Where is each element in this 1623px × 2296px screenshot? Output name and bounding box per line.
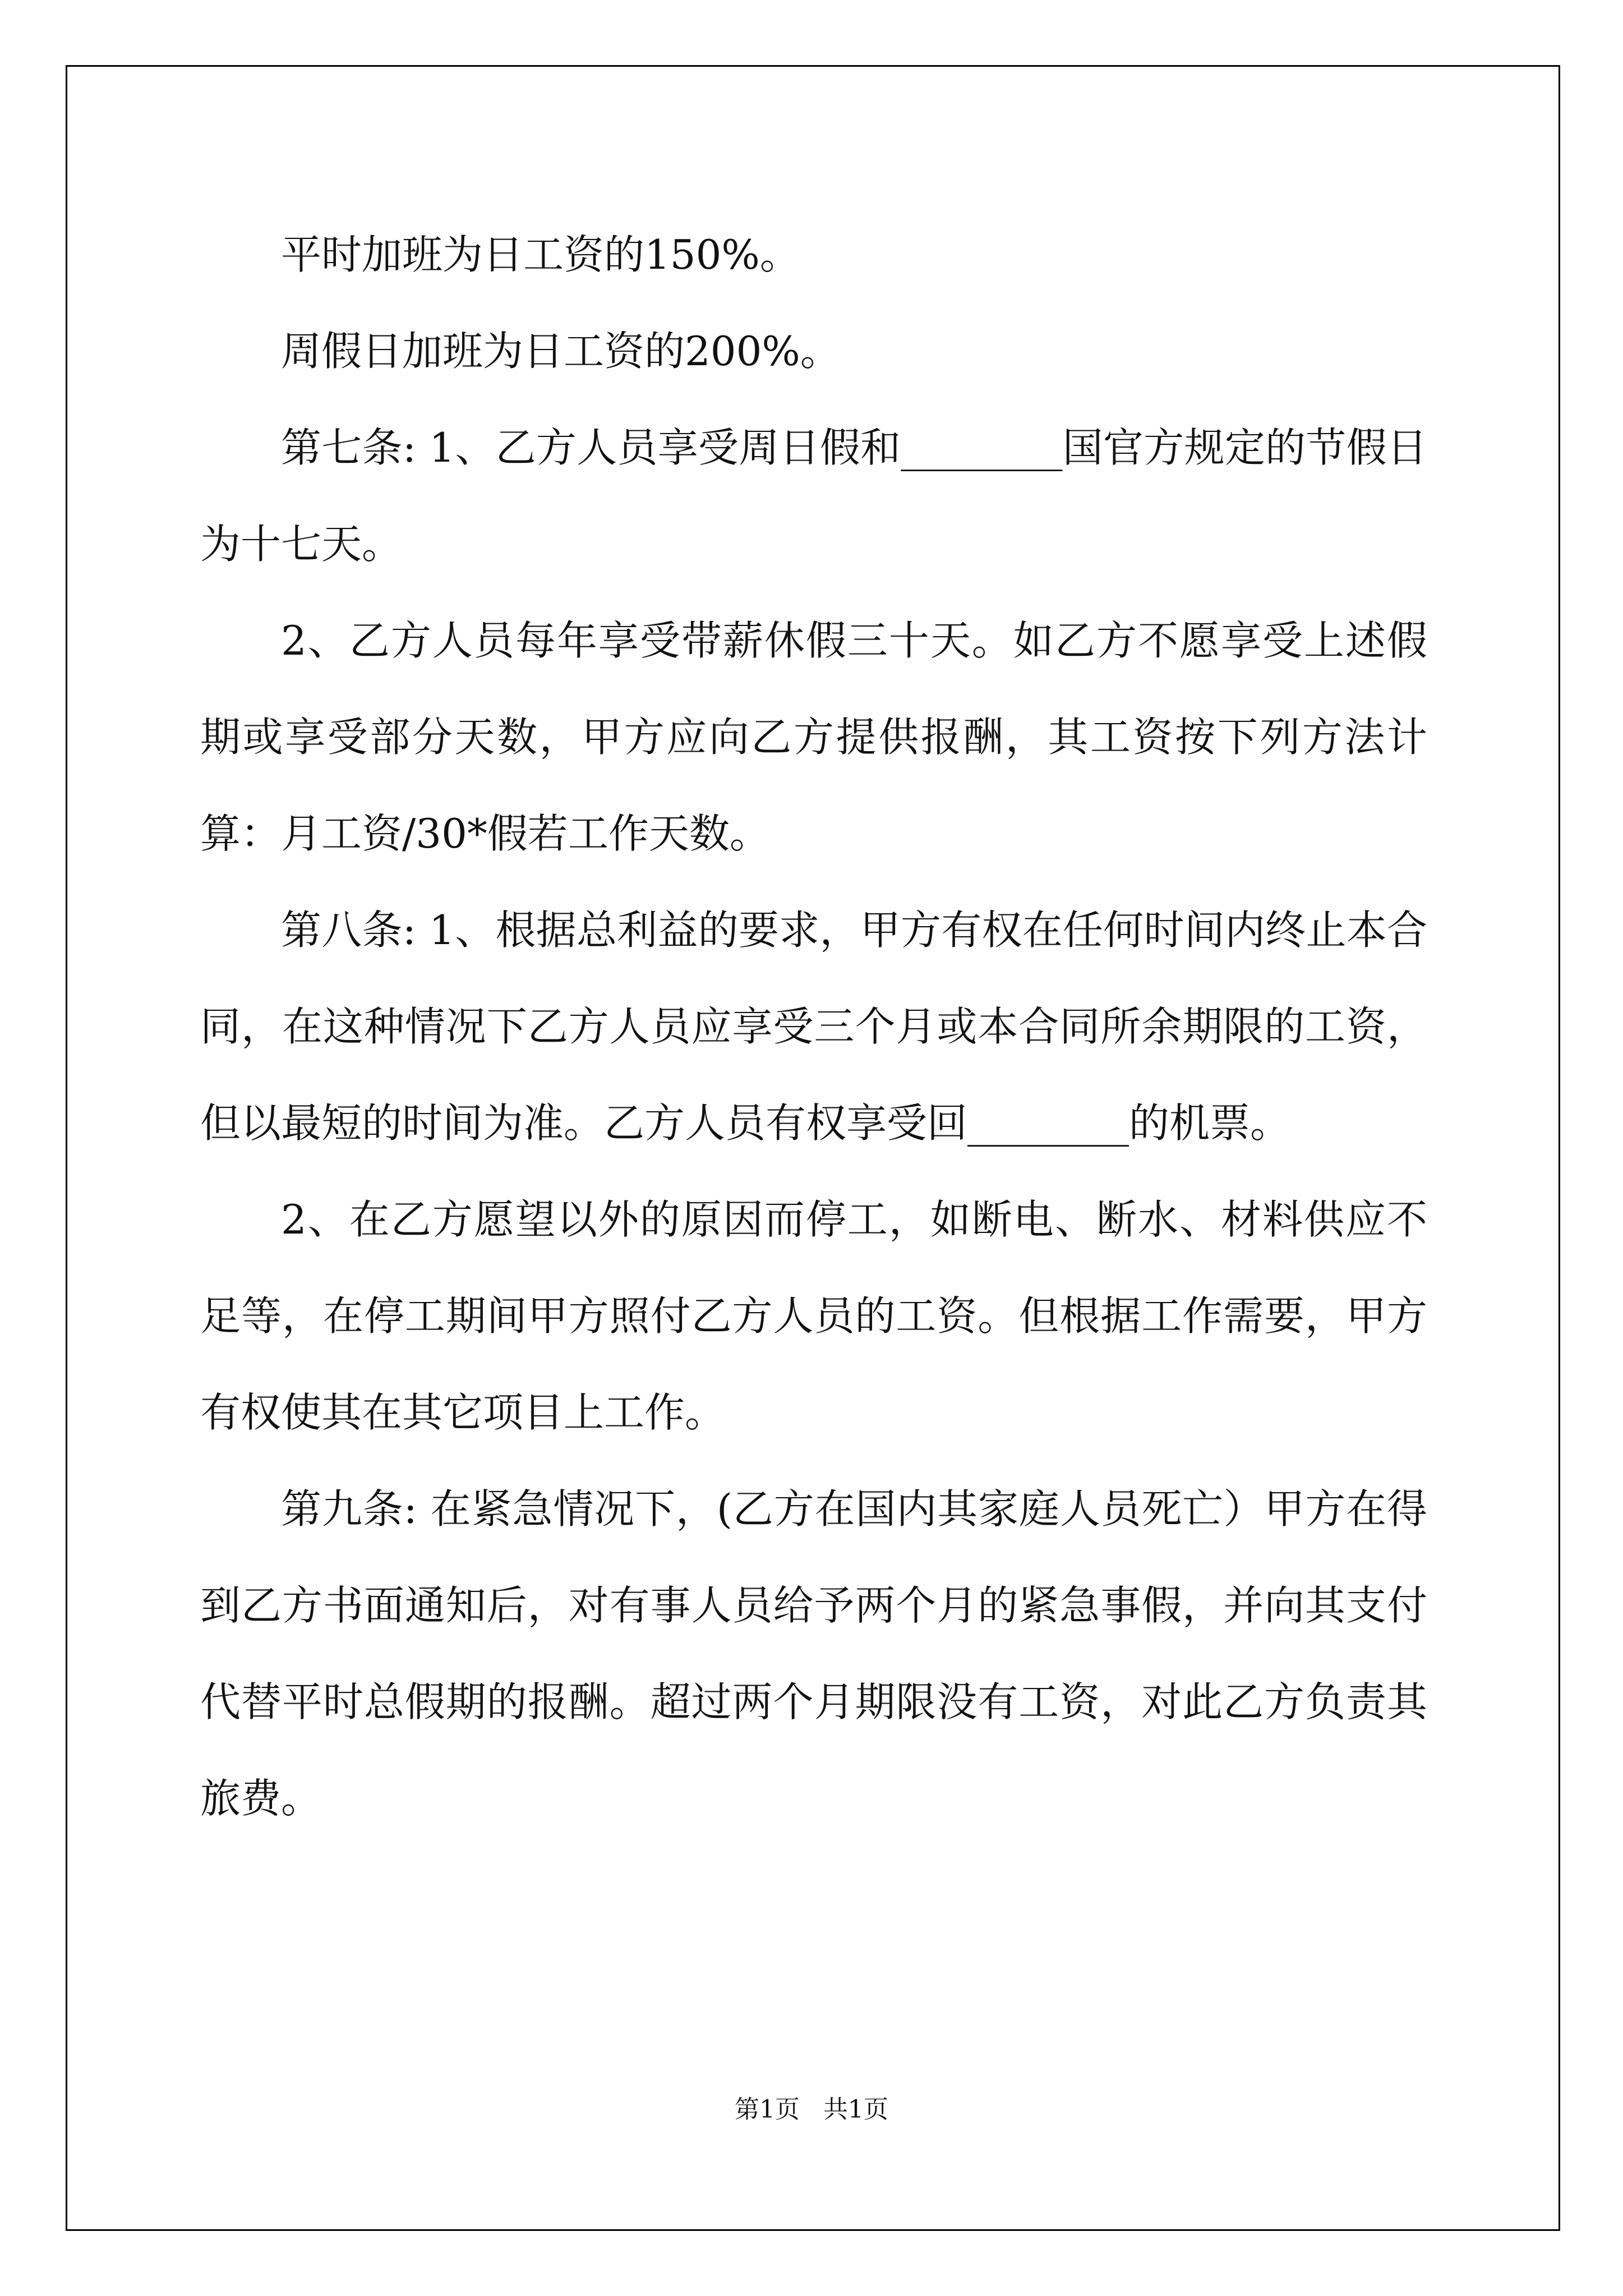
paragraph-article-9: 第九条: 在紧急情况下，(乙方在国内其家庭人员死亡）甲方在得到乙方书面通知后，对有事人员给予两个月的紧急事假，并向其支付代替平时总假期的报酬。超过两个月期限没有工资，对此乙方负责其旅费。	[200, 1485, 1427, 1822]
document-body	[200, 206, 1427, 1847]
paragraph-article-8-clause-1: 第八条: 1、根据总利益的要求，甲方有权在任何时间内终止本合同，在这种情况下乙方人员应享受三个月或本合同所余期限的工资，但以最短的时间为准。乙方人员有权享受回________的机票。	[200, 907, 1427, 1147]
paragraph-overtime-weekday: 平时加班为日工资的150%。	[281, 231, 800, 278]
paragraph-article-7-clause-2: 2、乙方人员每年享受带薪休假三十天。如乙方不愿享受上述假期或享受部分天数，甲方应向乙方提供报酬，其工资按下列方法计算：月工资/30*假若工作天数。	[200, 617, 1427, 857]
paragraph-article-7-clause-1: 第七条: 1、乙方人员享受周日假和________国官方规定的节假日为十七天。	[200, 424, 1427, 568]
paragraph-overtime-holiday: 周假日加班为日工资的200%。	[281, 328, 841, 375]
page-number-footer: 第1页 共1页	[735, 2095, 888, 2124]
paragraph-article-8-clause-2: 2、在乙方愿望以外的原因而停工，如断电、断水、材料供应不足等，在停工期间甲方照付乙方人员的工资。但根据工作需要，甲方有权使其在其它项目上工作。	[200, 1196, 1427, 1436]
